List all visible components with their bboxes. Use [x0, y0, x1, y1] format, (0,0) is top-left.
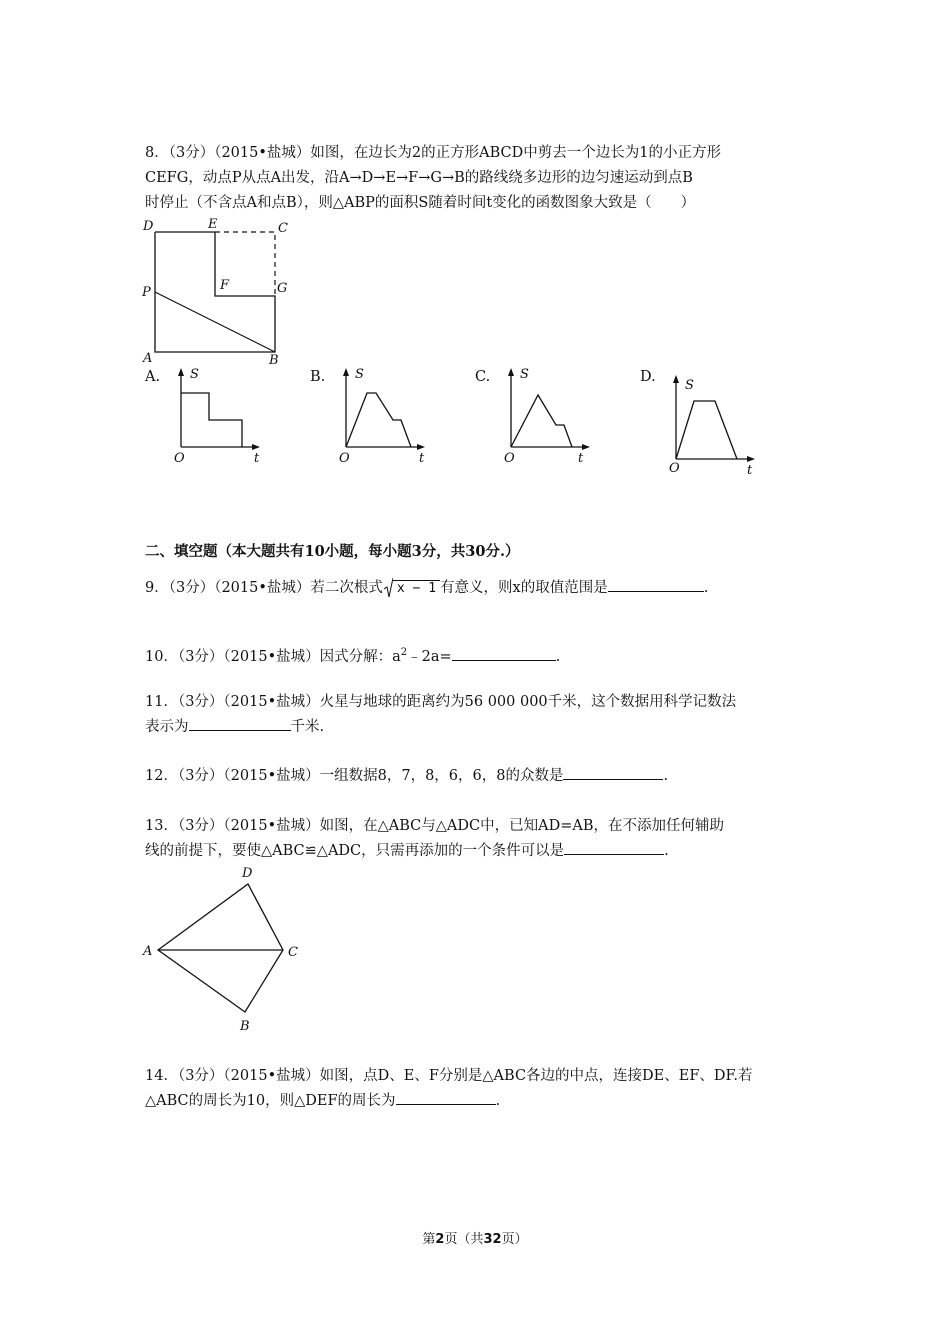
q14-prefix: △ABC的周长为10，则△DEF的周长为: [145, 1093, 396, 1109]
svg-text:t: t: [578, 451, 584, 465]
q12-end: .: [663, 768, 669, 784]
q9-suffix: 有意义，则x的取值范围是: [440, 580, 608, 596]
label-b: B: [240, 1019, 250, 1034]
footer-page-number: 2: [435, 1232, 445, 1247]
q9-prefix: 9．（3分）（2015•盐城）若二次根式: [145, 580, 383, 596]
q12-prefix: 12．（3分）（2015•盐城）一组数据8，7，8，6，6，8的众数是: [145, 768, 564, 784]
label-c: C: [288, 945, 298, 960]
page-footer: [0, 1228, 950, 1247]
svg-text:O: O: [174, 451, 185, 465]
option-c-graph: [500, 365, 600, 465]
q14-answer-blank[interactable]: [396, 1090, 496, 1105]
svg-text:S: S: [355, 367, 364, 382]
option-b-graph: [335, 365, 435, 465]
label-a: A: [143, 944, 153, 959]
graph-d-curve: [676, 401, 737, 459]
q13-prefix: 线的前提下，要使△ABC≌△ADC，只需再添加的一个条件可以是: [145, 843, 565, 859]
label-a: A: [143, 351, 153, 366]
graph-c-curve: [511, 395, 572, 447]
q11-prefix: 表示为: [145, 719, 189, 735]
footer-post: 页）: [501, 1232, 528, 1247]
q10-suffix: ﹣2a=: [407, 648, 452, 665]
q10-answer-blank[interactable]: [452, 646, 556, 661]
label-d: D: [242, 866, 253, 881]
label-d: D: [143, 219, 154, 234]
option-d-graph: [665, 372, 765, 477]
q11-line-1: 11．（3分）（2015•盐城）火星与地球的距离约为56 000 000千米，这个数据用科学记数法: [145, 694, 737, 710]
q10-exponent: 2: [400, 647, 408, 658]
svg-text:t: t: [747, 463, 753, 477]
q13-line-2: [145, 839, 669, 863]
option-d-label: D.: [640, 369, 656, 385]
q13-end: .: [664, 843, 669, 859]
section-2-heading: 二、填空题（本大题共有10小题，每小题3分，共30分.）: [145, 543, 520, 560]
graph-b-curve: [346, 393, 411, 447]
graph-a-curve: [181, 393, 242, 447]
segment-pb: [155, 292, 275, 352]
q14-line-2: [145, 1089, 500, 1113]
q8-line-2: CEFG，动点P从点A出发，沿A→D→E→F→G→B的路线绕多边形的边匀速运动到点B: [145, 170, 693, 186]
svg-text:O: O: [669, 461, 680, 476]
q11-line-2: [145, 715, 324, 739]
q10-prefix: 10．（3分）（2015•盐城）因式分解：a: [145, 648, 401, 665]
q10: [145, 641, 560, 669]
option-a-graph: [170, 365, 270, 465]
sqrt-expression: [383, 576, 440, 601]
q9-answer-blank[interactable]: [608, 577, 704, 592]
q13-quadrilateral-figure: [138, 862, 318, 1037]
svg-text:S: S: [685, 378, 694, 393]
svg-text:O: O: [504, 451, 515, 465]
svg-text:S: S: [520, 367, 529, 382]
q12-answer-blank[interactable]: [563, 765, 663, 780]
option-c-label: C.: [475, 369, 491, 385]
label-p: P: [142, 285, 151, 300]
footer-pre: 第: [422, 1232, 436, 1247]
q10-end: .: [555, 648, 561, 665]
footer-total-pages: 32: [483, 1232, 502, 1247]
q12: [145, 764, 668, 788]
svg-text:S: S: [190, 367, 199, 382]
label-b: B: [269, 353, 279, 367]
q14-line-1: 14．（3分）（2015•盐城）如图，点D、E、F分别是△ABC各边的中点，连接DE、EF、DF.若: [145, 1068, 753, 1084]
q14-end: .: [495, 1093, 501, 1109]
q13-answer-blank[interactable]: [564, 840, 664, 855]
option-b-label: B.: [310, 369, 326, 385]
figure-polygon: [155, 232, 275, 352]
q11-answer-blank[interactable]: [189, 716, 291, 731]
q13-line-1: 13．（3分）（2015•盐城）如图，在△ABC与△ADC中，已知AD=AB，在不添加任何辅助: [145, 818, 724, 834]
q8-line-3: 时停止（不含点A和点B），则△ABP的面积S随着时间t变化的函数图象大致是（ ）: [145, 195, 696, 211]
svg-text:t: t: [254, 451, 260, 465]
q11-suffix: 千米.: [290, 719, 325, 735]
label-e: E: [208, 217, 218, 232]
option-a-label: A.: [145, 369, 161, 385]
label-f: F: [220, 278, 230, 293]
q9-radicand: x − 1: [393, 580, 440, 596]
q8-line-1: 8．（3分）（2015•盐城）如图，在边长为2的正方形ABCD中剪去一个边长为1的小正方形: [145, 145, 721, 161]
q9-end: .: [703, 580, 709, 596]
q9: [145, 576, 708, 601]
q8-square-figure: [140, 215, 300, 367]
label-g: G: [277, 281, 288, 296]
footer-mid: 页（共: [444, 1232, 484, 1247]
label-c: C: [278, 221, 288, 236]
svg-text:t: t: [419, 451, 425, 465]
svg-text:O: O: [339, 451, 350, 465]
